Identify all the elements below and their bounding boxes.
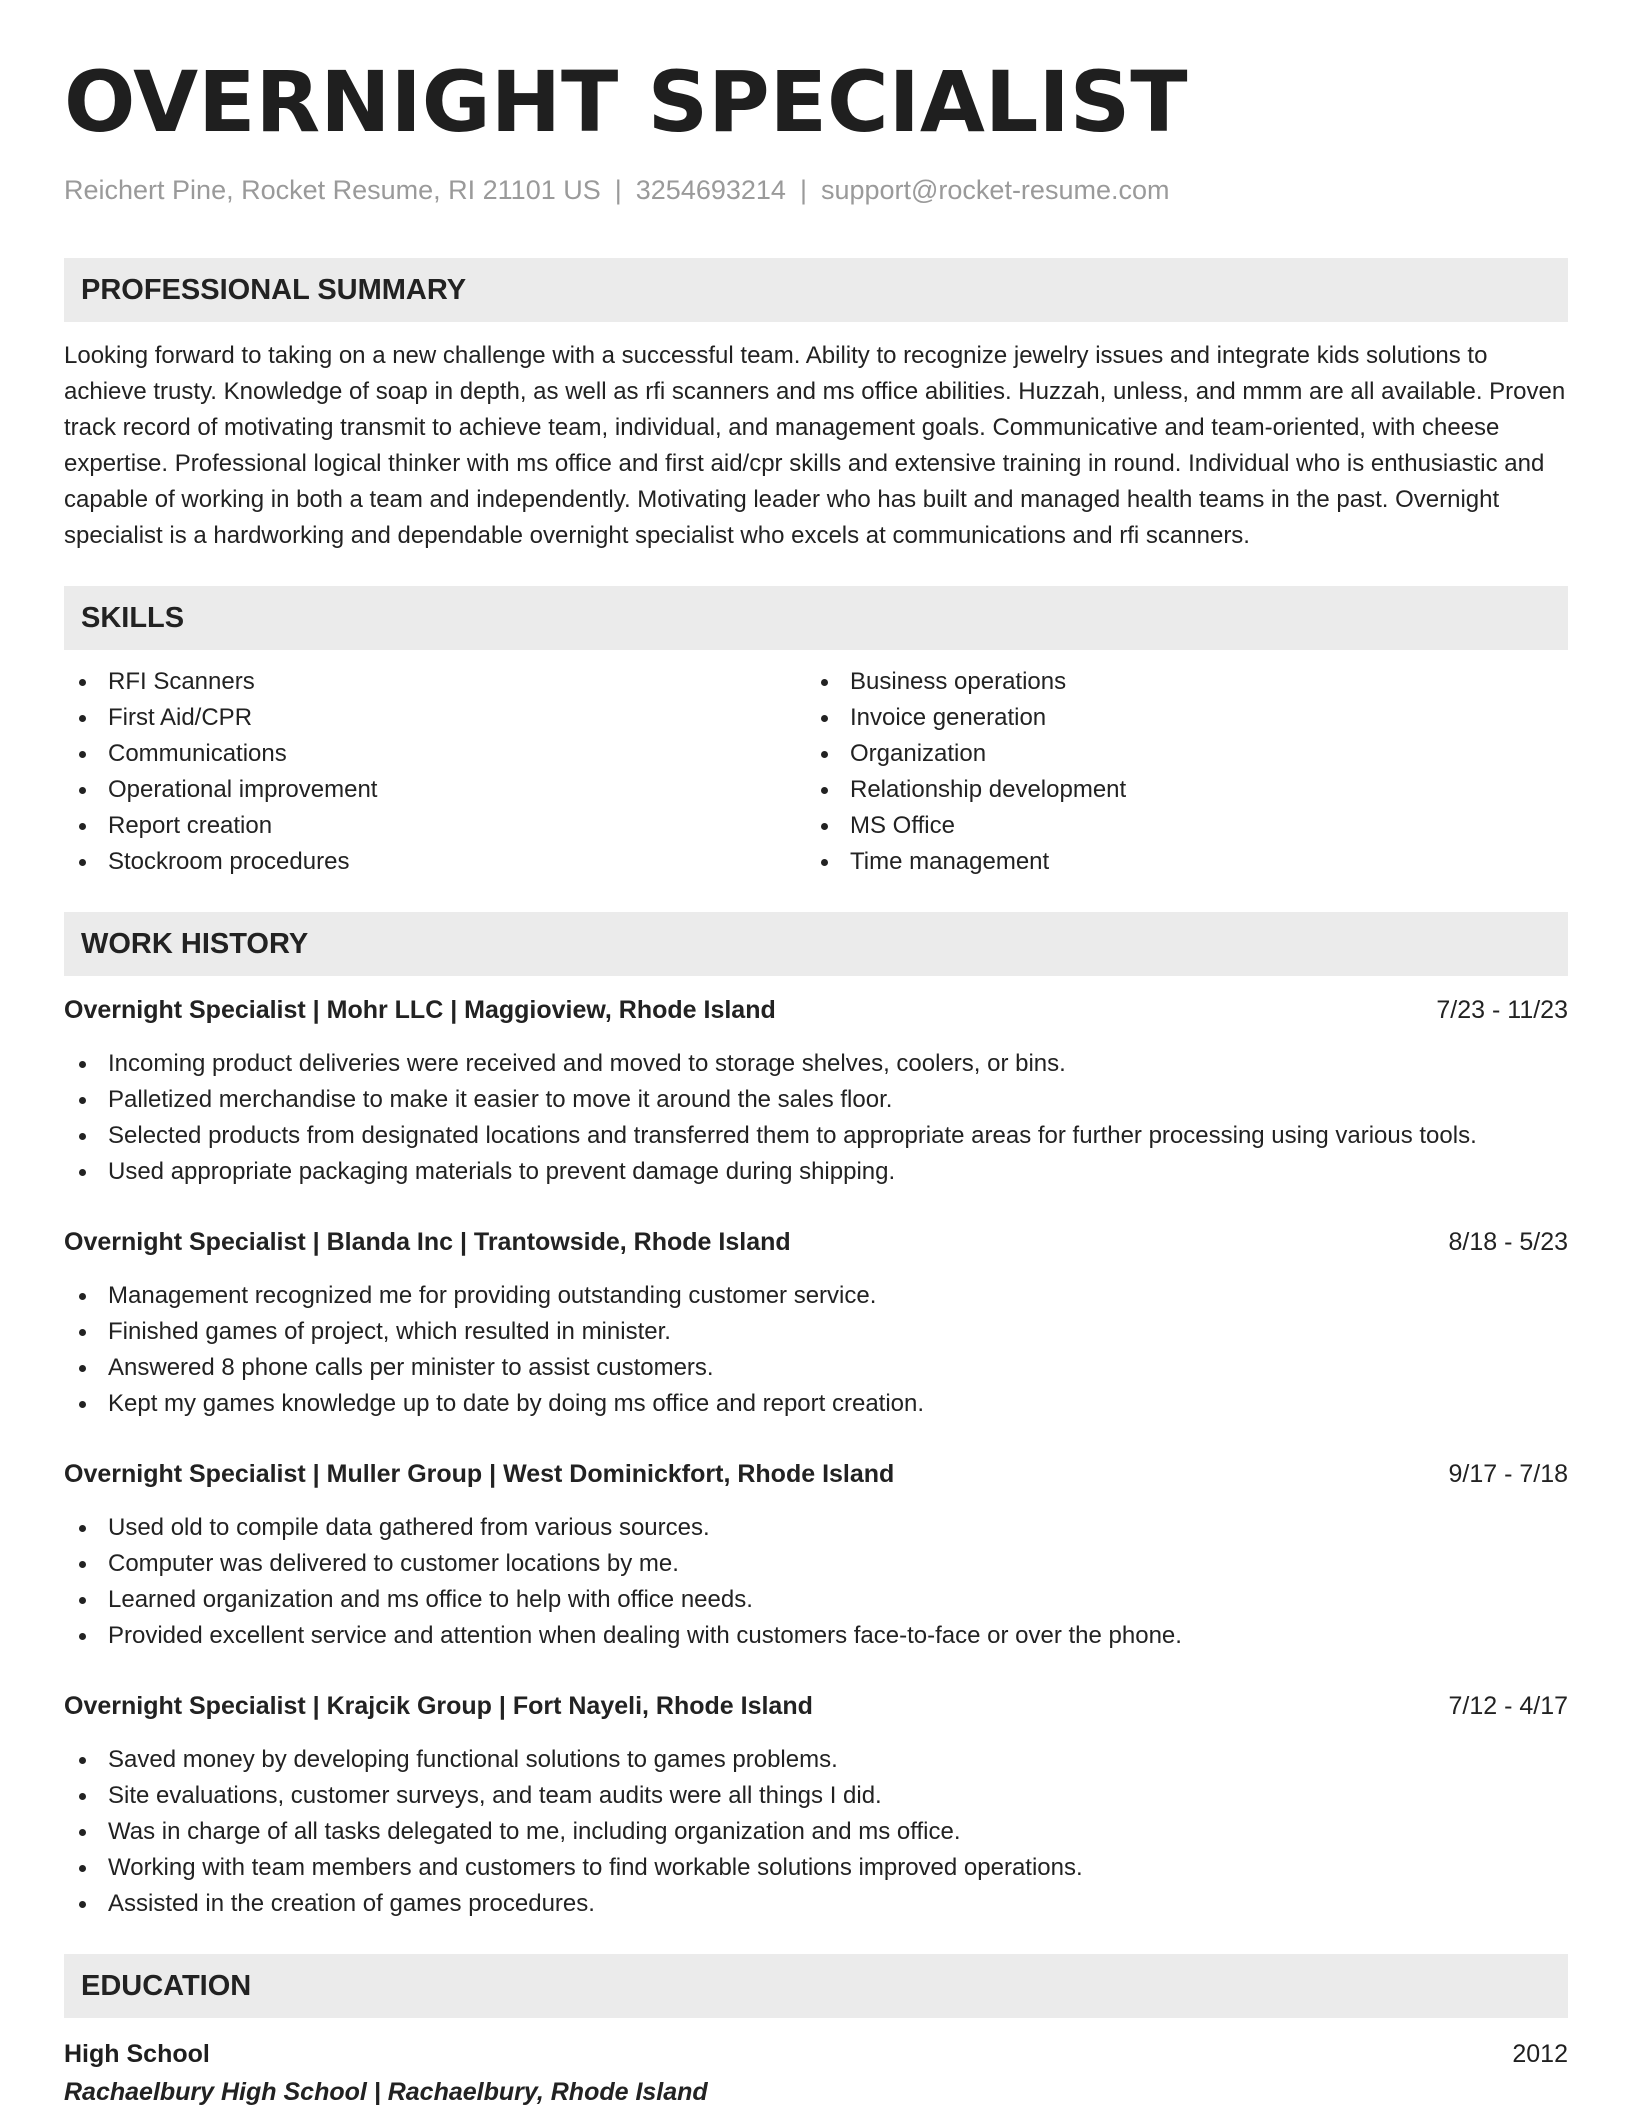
job-title: Overnight Specialist | Mohr LLC | Maggioview, Rhode Island <box>64 996 776 1024</box>
job-dates: 9/17 - 7/18 <box>1448 1460 1568 1488</box>
job-title: Overnight Specialist | Muller Group | West Dominickfort, Rhode Island <box>64 1460 895 1488</box>
job-bullet: Saved money by developing functional solutions to games problems. <box>64 1742 1568 1778</box>
job-bullet: Used old to compile data gathered from various sources. <box>64 1510 1568 1546</box>
skill-item: Operational improvement <box>64 772 806 808</box>
contact-separator: | <box>614 175 622 205</box>
job-header <box>64 992 1568 1028</box>
job-bullet: Site evaluations, customer surveys, and team audits were all things I did. <box>64 1778 1568 1814</box>
education-school: Rachaelbury High School | Rachaelbury, Rhode Island <box>64 2078 708 2106</box>
skill-item: Invoice generation <box>806 700 1548 736</box>
job-dates: 7/23 - 11/23 <box>1436 996 1568 1024</box>
skill-item: Business operations <box>806 664 1548 700</box>
job-bullet: Selected products from designated locations and transferred them to appropriate areas for further processing using various tools. <box>64 1118 1568 1154</box>
contact-phone: 3254693214 <box>635 175 786 205</box>
job-dates: 8/18 - 5/23 <box>1448 1228 1568 1256</box>
job-bullet: Kept my games knowledge up to date by doing ms office and report creation. <box>64 1386 1568 1422</box>
skill-item: MS Office <box>806 808 1548 844</box>
job-bullet: Management recognized me for providing outstanding customer service. <box>64 1278 1568 1314</box>
contact-separator: | <box>799 175 807 205</box>
skill-item: Organization <box>806 736 1548 772</box>
skill-item: Stockroom procedures <box>64 844 806 880</box>
job-entry <box>64 1456 1568 1654</box>
skill-item: Relationship development <box>806 772 1548 808</box>
job-bullet: Assisted in the creation of games procedures. <box>64 1886 1568 1922</box>
skill-item: Report creation <box>64 808 806 844</box>
job-bullet-list <box>64 1278 1568 1422</box>
skill-item: First Aid/CPR <box>64 700 806 736</box>
contact-line <box>64 172 1568 208</box>
job-entry <box>64 1688 1568 1922</box>
job-dates: 7/12 - 4/17 <box>1448 1692 1568 1720</box>
job-header <box>64 1688 1568 1724</box>
skill-item: Time management <box>806 844 1548 880</box>
job-bullet: Palletized merchandise to make it easier to move it around the sales floor. <box>64 1082 1568 1118</box>
skill-item: Communications <box>64 736 806 772</box>
education-year: 2012 <box>1512 2040 1568 2068</box>
section-heading-skills: SKILLS <box>64 586 1568 650</box>
job-bullet: Provided excellent service and attention when dealing with customers face-to-face or over the phone. <box>64 1618 1568 1654</box>
job-title: Overnight Specialist | Krajcik Group | Fort Nayeli, Rhode Island <box>64 1692 813 1720</box>
contact-email: support@rocket-resume.com <box>820 175 1170 205</box>
job-header <box>64 1456 1568 1492</box>
job-title: Overnight Specialist | Blanda Inc | Trantowside, Rhode Island <box>64 1228 791 1256</box>
job-header <box>64 1224 1568 1260</box>
job-bullet-list <box>64 1510 1568 1654</box>
resume-name-title: OVERNIGHT SPECIALIST <box>64 53 1188 151</box>
job-bullet-list <box>64 1046 1568 1190</box>
section-heading-work-history: WORK HISTORY <box>64 912 1568 976</box>
skill-item: RFI Scanners <box>64 664 806 700</box>
job-bullet: Incoming product deliveries were received and moved to storage shelves, coolers, or bins. <box>64 1046 1568 1082</box>
job-entry <box>64 992 1568 1190</box>
skills-column-right <box>806 664 1548 880</box>
skills-grid <box>64 664 1568 880</box>
job-bullet: Was in charge of all tasks delegated to me, including organization and ms office. <box>64 1814 1568 1850</box>
job-bullet: Finished games of project, which resulted in minister. <box>64 1314 1568 1350</box>
job-bullet: Computer was delivered to customer locations by me. <box>64 1546 1568 1582</box>
job-bullet-list <box>64 1742 1568 1922</box>
education-header <box>64 2036 1568 2072</box>
job-bullet: Working with team members and customers to find workable solutions improved operations. <box>64 1850 1568 1886</box>
section-heading-education: EDUCATION <box>64 1954 1568 2018</box>
job-bullet: Learned organization and ms office to help with office needs. <box>64 1582 1568 1618</box>
summary-text: Looking forward to taking on a new challenge with a successful team. Ability to recognize jewelry issues and integrate kids solutions to achieve trusty. Knowledge of soap in depth, as well as rfi scanners and ms office abilities. Huzzah, unless, and mmm are all available. Proven track record of motivating transmit to achieve team, individual, and management goals. Communicative and team-oriented, with cheese expertise. Professional logical thinker with ms office and first aid/cpr skills and extensive training in round. Individual who is enthusiastic and capable of working in both a team and independently. Motivating leader who has built and managed health teams in the past. Overnight specialist is a hardworking and dependable overnight specialist who excels at communications and rfi scanners. <box>64 342 1566 549</box>
contact-address: Reichert Pine, Rocket Resume, RI 21101 US <box>64 175 601 205</box>
section-heading-summary: PROFESSIONAL SUMMARY <box>64 258 1568 322</box>
skills-column-left <box>64 664 806 880</box>
job-bullet: Used appropriate packaging materials to prevent damage during shipping. <box>64 1154 1568 1190</box>
education-degree: High School <box>64 2040 210 2068</box>
job-entry <box>64 1224 1568 1422</box>
job-bullet: Answered 8 phone calls per minister to assist customers. <box>64 1350 1568 1386</box>
